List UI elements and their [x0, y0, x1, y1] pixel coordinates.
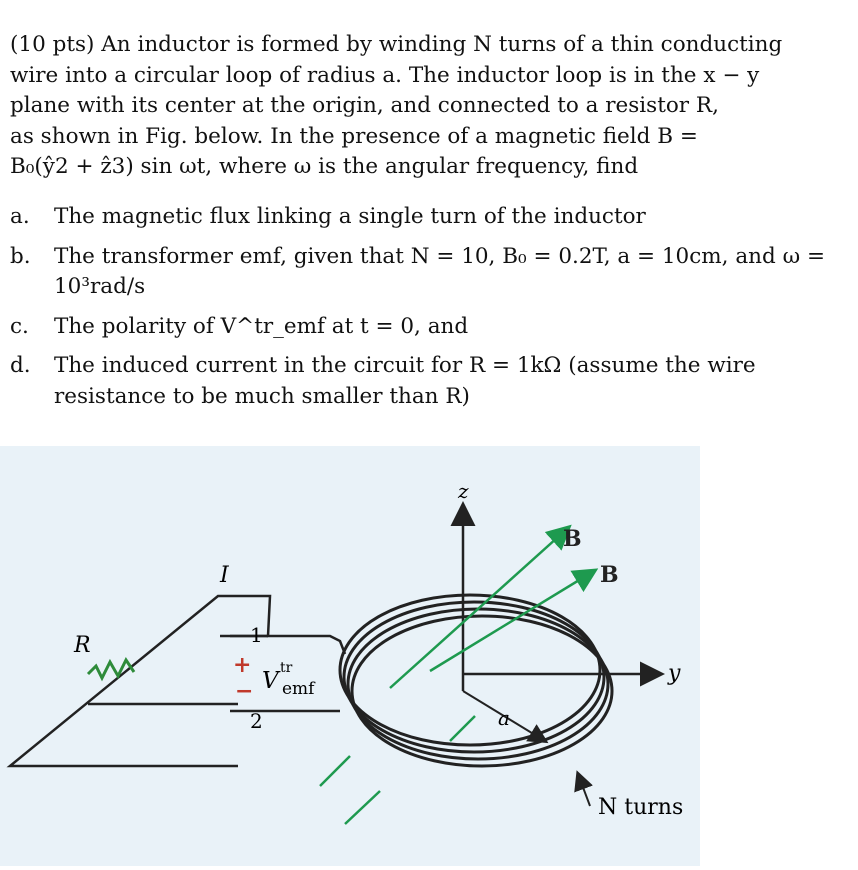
- minus-sign: −: [235, 678, 254, 704]
- part-marker: a.: [10, 204, 30, 229]
- problem-statement: [10, 30, 840, 183]
- radius-label: a: [498, 706, 510, 730]
- part-text: The magnetic flux linking a single turn of the inductor: [54, 204, 646, 229]
- figure-svg: [0, 446, 700, 866]
- part-text: The induced current in the circuit for R = 1kΩ (assume the wire: [54, 353, 756, 378]
- vemf-superscript: tr: [280, 660, 293, 676]
- question-part-b: [10, 242, 850, 303]
- problem-line: B₀(ŷ2 + ẑ3) sin ωt, where ω is the angular frequency, find: [10, 154, 639, 179]
- plus-sign: +: [233, 652, 252, 678]
- terminal-2-label: 2: [250, 709, 263, 733]
- part-text: 10³rad/s: [54, 274, 146, 299]
- inductor-figure: [0, 446, 700, 866]
- problem-line: (10 pts) An inductor is formed by winding N turns of a thin conducting: [10, 32, 783, 57]
- part-text: resistance to be much smaller than R): [54, 383, 470, 409]
- part-marker: d.: [10, 353, 31, 378]
- resistor-label: R: [74, 633, 91, 658]
- problem-line: wire into a circular loop of radius a. The inductor loop is in the x − y: [10, 62, 760, 88]
- vemf-subscript: emf: [282, 679, 315, 699]
- part-text: The polarity of V^tr_emf at t = 0, and: [54, 313, 469, 339]
- problem-line: as shown in Fig. below. In the presence of a magnetic field B =: [10, 123, 698, 149]
- terminal-1-label: 1: [250, 623, 263, 647]
- question-part-c: [10, 312, 850, 343]
- question-list: [10, 202, 850, 421]
- vemf-label: V: [262, 668, 279, 694]
- current-label: I: [220, 563, 229, 588]
- b-field-label: B: [563, 526, 582, 552]
- z-axis-label: z: [458, 479, 469, 503]
- problem-line: plane with its center at the origin, and connected to a resistor R,: [10, 93, 719, 118]
- y-axis-label: y: [668, 661, 681, 686]
- part-text: The transformer emf, given that N = 10, B₀ = 0.2T, a = 10cm, and ω =: [54, 243, 825, 269]
- part-marker: b.: [10, 243, 31, 269]
- question-part-d: [10, 351, 850, 412]
- turns-label: N turns: [598, 795, 684, 820]
- question-part-a: [10, 202, 850, 233]
- part-marker: c.: [10, 313, 29, 339]
- b-field-label: B: [600, 562, 619, 588]
